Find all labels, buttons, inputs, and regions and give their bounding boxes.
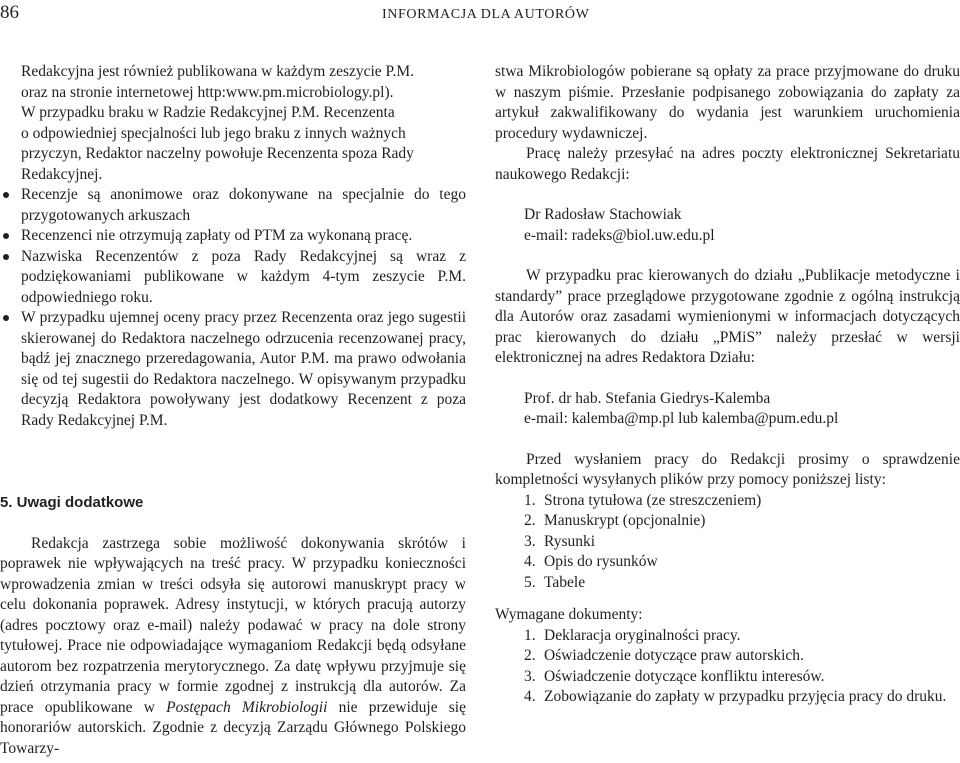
running-title: INFORMACJA DLA AUTORÓW — [382, 7, 590, 22]
section-text: Redakcja zastrzega sobie możliwość dokonywania skrótów i poprawek nie wpływających na treść pracy. W przypadku konieczności wprowadzenia zmian w treści odsyła się autorowi manuskrypt pracy w celu dokonania poprawek. Adresy instytucji, w których pracują autorzy (adres pocztowy oraz e-mail) należy podawać w pracy na dole strony tytułowej. Prace nie odpowiadające wymaganiom Redakcji będą odsyłane autorom bez rozpatrzenia merytorycznego. Za datę wpływu przyjmuje się dzień otrzymania pracy w formie zgodnej z instrukcją dla autorów. Za prace opublikowane w — [0, 534, 466, 716]
contact-name: Dr Radosław Stachowiak — [524, 206, 682, 223]
required-documents-title: Wymagane dokumenty: — [495, 606, 643, 623]
fees-paragraph: stwa Mikrobiologów pobierane są opłaty za prace przyjmowane do druku w naszym piśmie. Przesłanie podpisanego zobowiązania do zapłaty za artykuł zakwalifikowany do wydania jest warunkiem uruchomienia procedury wydawniczej. — [495, 63, 960, 142]
left-column — [0, 62, 466, 759]
intro-line: oraz na stronie internetowej http:www.pm.microbiology.pl). — [21, 83, 394, 101]
section-editor-contact — [495, 389, 960, 430]
section-paragraph — [0, 534, 466, 760]
intro-line: W przypadku braku w Radzie Redakcyjnej P.M. Recenzenta — [21, 104, 395, 121]
contact-email: e-mail: radeks@biol.uw.edu.pl — [524, 226, 715, 244]
contact-email: e-mail: kalemba@mp.pl lub kalemba@pum.edu.pl — [524, 410, 839, 427]
list-item: 2. Manuskrypt (opcjonalnie) — [524, 512, 706, 529]
page-number: 86 — [0, 2, 19, 23]
bullet-item: Recenzje są anonimowe oraz dokonywane na specjalnie do tego przygotowanych arkuszach — [0, 185, 466, 226]
intro-line: Redakcyjnej. — [21, 165, 103, 183]
intro-line: o odpowiedniej specjalności lub jego braku z innych ważnych — [21, 124, 406, 142]
intro-line: przyczyn, Redaktor naczelny powołuje Recenzenta spoza Rady — [21, 145, 414, 162]
journal-name: Postępach Mikrobiologii — [166, 698, 328, 716]
bullet-item: Nazwiska Recenzentów z poza Rady Redakcyjnej są wraz z podziękowaniami publikowane w każdym 4-tym zeszycie P.M. odpowiedniego roku. — [0, 247, 466, 309]
checklist-intro: Przed wysłaniem pracy do Redakcji prosimy o sprawdzenie kompletności wysyłanych plików przy pomocy poniższej listy: — [495, 450, 960, 488]
intro-line: Redakcyjna jest również publikowana w każdym zeszycie P.M. — [21, 63, 414, 80]
list-item: 3. Rysunki — [524, 532, 596, 550]
list-item: 5. Tabele — [524, 573, 586, 591]
file-checklist — [495, 491, 960, 594]
right-column — [495, 62, 960, 708]
list-item: 3. Oświadczenie dotyczące konfliktu interesów. — [524, 667, 825, 685]
bullet-item: W przypadku ujemnej oceny pracy przez Recenzenta oraz jego sugestii skierowanej do Redaktora naczelnego odrzucenia recenzowanej pracy, bądź jej znacznego przeredagowania, Autor P.M. ma prawo odwołania się od tej sugestii do Redaktora naczelnego. W opisywanym przypadku decyzją Redaktora powoływany jest dodatkowy Recenzent z poza Rady Redakcyjnej P.M. — [0, 308, 466, 431]
list-item: 1. Strona tytułowa (ze streszczeniem) — [524, 491, 762, 509]
list-item: 2. Oświadczenie dotyczące praw autorskich. — [524, 647, 804, 664]
section-text-continued: nie przewiduje się honorariów autorskich. Zgodnie z decyzją Zarządu Głównego Polskiego Towarzy- — [0, 698, 466, 757]
list-item: 4. Zobowiązanie do zapłaty w przypadku przyjęcia pracy do druku. — [524, 688, 947, 705]
contact-name: Prof. dr hab. Stefania Giedrys-Kalemba — [524, 389, 771, 407]
bullet-item: Recenzenci nie otrzymują zapłaty od PTM za wykonaną pracę. — [0, 226, 466, 247]
intro-paragraph — [0, 62, 466, 185]
required-documents-list — [495, 626, 960, 708]
list-item: 4. Opis do rysunków — [524, 553, 658, 570]
list-item: 1. Deklaracja oryginalności pracy. — [524, 626, 741, 644]
submission-paragraph: Pracę należy przesyłać na adres poczty elektronicznej Sekretariatu naukowego Redakcji: — [495, 145, 960, 183]
secretariat-contact — [495, 205, 960, 246]
methods-section-paragraph: W przypadku prac kierowanych do działu „Publikacje metodyczne i standardy” prace przeglądowe przygotowane zgodnie z ogólną instrukcją dla Autorów oraz zasadami wymienionymi w informacjach dotyczących prac kierowanych do działu „PMiS” należy przesłać w wersji elektronicznej na adres Redaktora Działu: — [495, 267, 960, 366]
section-heading: 5. Uwagi dodatkowe — [0, 494, 144, 511]
